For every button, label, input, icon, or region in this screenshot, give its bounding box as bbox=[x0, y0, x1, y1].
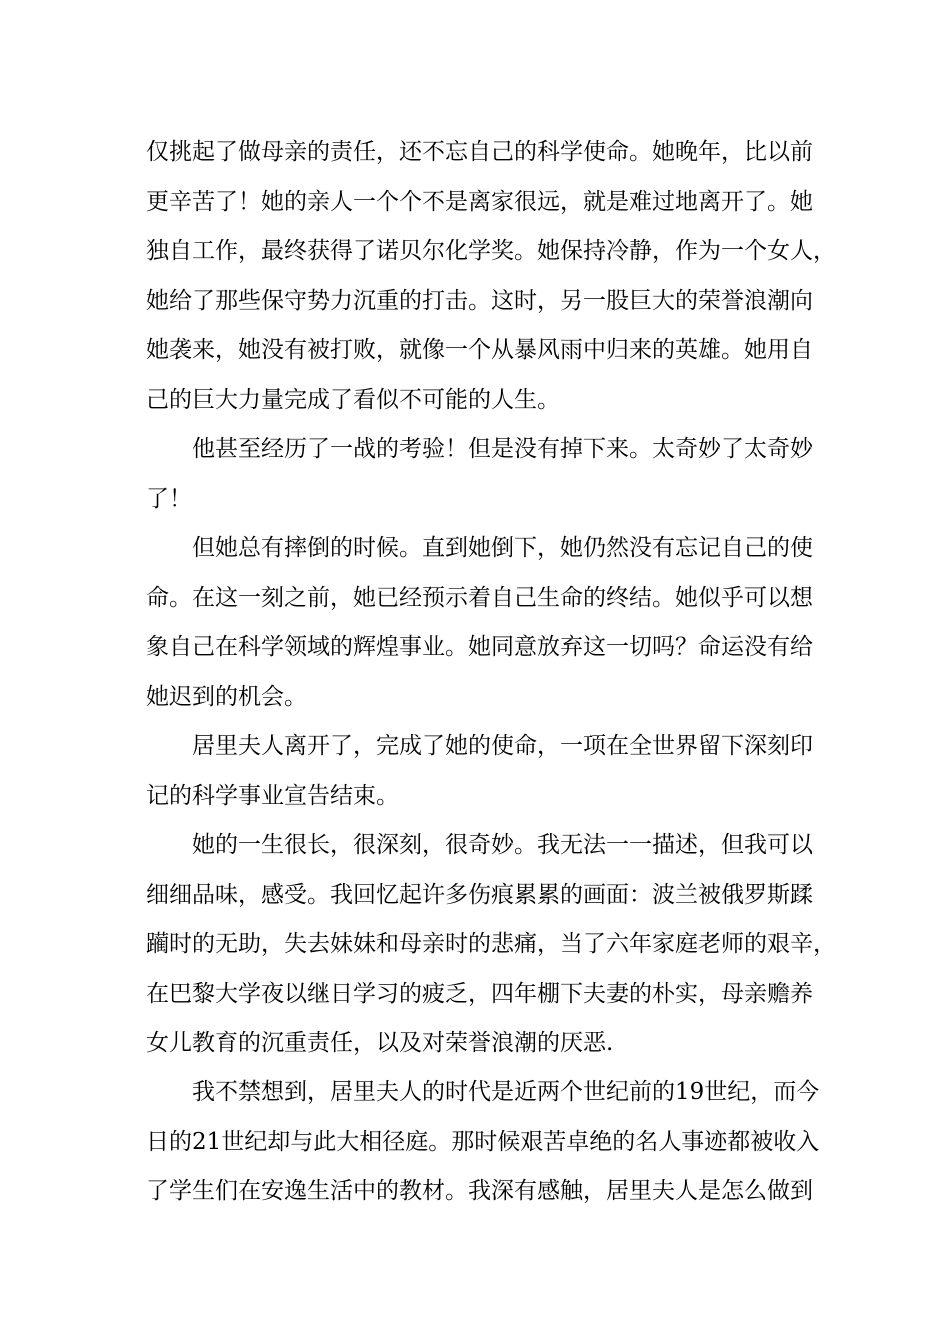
text-line: 她迟到的机会。 bbox=[146, 683, 307, 710]
paragraph-5 bbox=[146, 821, 836, 1069]
paragraph-6 bbox=[146, 1068, 836, 1217]
text-line: 我不禁想到，居里夫人的时代是近两个世纪前的19世纪，而今 bbox=[192, 1079, 820, 1105]
text-line: 独自工作，最终获得了诺贝尔化学奖。她保持冷静，作为一个女人， bbox=[146, 238, 836, 264]
text-line: 日的21世纪却与此大相径庭。那时候艰苦卓绝的名人事迹都被收入 bbox=[146, 1128, 820, 1155]
text-line: 象自己在科学领域的辉煌事业。她同意放弃这一切吗？命运没有给 bbox=[146, 634, 813, 660]
text-line: 仅挑起了做母亲的责任，还不忘自己的科学使命。她晚年，比以前 bbox=[146, 139, 813, 165]
text-line: 她的一生很长，很深刻，很奇妙。我无法一一描述，但我可以 bbox=[192, 832, 813, 858]
paragraph-2 bbox=[146, 425, 836, 524]
text-line: 他甚至经历了一战的考验！但是没有掉下来。太奇妙了太奇妙 bbox=[192, 436, 813, 462]
paragraph-3 bbox=[146, 524, 836, 722]
text-line: 命。在这一刻之前，她已经预示着自己生命的终结。她似乎可以想 bbox=[146, 584, 813, 611]
text-line: 但她总有摔倒的时候。直到她倒下，她仍然没有忘记自己的使 bbox=[192, 535, 813, 561]
text-line: 在巴黎大学夜以继日学习的疲乏，四年棚下夫妻的朴实，母亲赡养 bbox=[146, 980, 813, 1007]
paragraph-1 bbox=[146, 128, 836, 425]
text-line: 己的巨大力量完成了看似不可能的人生。 bbox=[146, 386, 560, 413]
text-line: 了！ bbox=[146, 485, 192, 512]
text-line: 居里夫人离开了，完成了她的使命，一项在全世界留下深刻印 bbox=[192, 733, 813, 759]
text-line: 她袭来，她没有被打败，就像一个从暴风雨中归来的英雄。她用自 bbox=[146, 337, 813, 363]
text-line: 记的科学事业宣告结束。 bbox=[146, 782, 399, 809]
text-line: 女儿教育的沉重责任，以及对荣誉浪潮的厌恶. bbox=[146, 1030, 614, 1056]
text-line: 细细品味，感受。我回忆起许多伤痕累累的画面：波兰被俄罗斯蹂 bbox=[146, 881, 813, 908]
text-line: 躏时的无助，失去妹妹和母亲时的悲痛，当了六年家庭老师的艰辛， bbox=[146, 931, 836, 957]
paragraph-4 bbox=[146, 722, 836, 821]
text-line: 了学生们在安逸生活中的教材。我深有感触，居里夫人是怎么做到 bbox=[146, 1178, 813, 1204]
text-line: 她给了那些保守势力沉重的打击。这时，另一股巨大的荣誉浪潮向 bbox=[146, 287, 813, 314]
text-line: 更辛苦了！她的亲人一个个不是离家很远，就是难过地离开了。她 bbox=[146, 188, 813, 215]
